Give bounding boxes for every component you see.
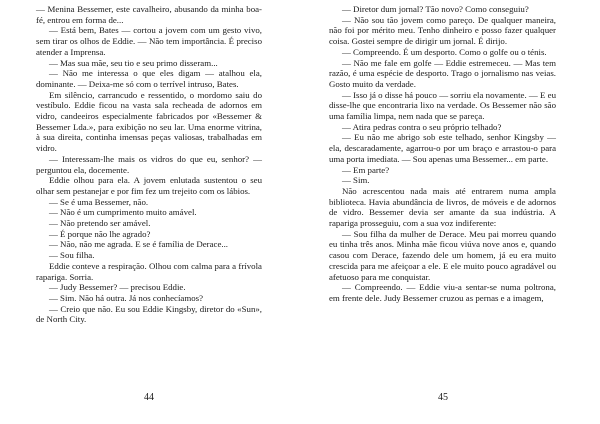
paragraph: — Não pretendo ser amável.	[49, 218, 151, 229]
paragraph: — Sim.	[342, 175, 370, 186]
paragraph: — Não me fale em golfe — Eddie estremeceu. — Mas tem razão, é uma espécie de desporto. Trago o jornalismo nas veias. Gosto muito da verdade.	[329, 57, 556, 89]
right-page-text	[329, 4, 556, 304]
paragraph: — Sou filha da mulher de Derace. Meu pai morreu quando eu tinha três anos. Minha mãe ficou viúva nove anos e, quando casou com Derace, fazendo dele um homem, já eu era muito crescida para me afeiçoar a ele. E ele muito pouco agradável ou afetuoso para me conquistar.	[329, 228, 556, 282]
paragraph: Eddie conteve a respiração. Olhou com calma para a frívola rapariga. Sorria.	[36, 260, 262, 282]
page-number: 44	[144, 392, 154, 403]
left-page-text	[36, 4, 262, 325]
paragraph: — Sim. Não há outra. Já nos conhecíamos?	[49, 292, 203, 303]
paragraph: — Não sou tão jovem como pareço. De qualquer maneira, não foi por mérito meu. Tenho dinheiro e posso fazer qualquer coisa. Gostei sempre de dirigir um jornal. É dirijo.	[329, 14, 556, 47]
paragraph: — É porque não lhe agrado?	[49, 228, 151, 239]
paragraph: — Menina Bessemer, este cavalheiro, abusando da minha boa-fé, entrou em forma de...	[36, 4, 262, 25]
paragraph: — Atira pedras contra o seu próprio telhado?	[342, 121, 502, 132]
paragraph: Não acrescentou nada mais até entrarem numa ampla biblioteca. Havia abundância de livros, de móveis e de adornos de vidro. Bessemer devia ser amante da sua indústria. A rapariga prosseguiu, com a sua voz indiferente:	[329, 185, 556, 229]
paragraph: — Eu não me abrigo sob este telhado, senhor Kingsby — ela, descaradamente, agarrou-o por um braço e arrastou-o para uma porta imediata. — Sou apenas uma Bessemer... em parte.	[329, 132, 556, 164]
paragraph: Em silêncio, carrancudo e ressentido, o mordomo saiu do vestíbulo. Eddie ficou na vasta sala recheada de adornos em vidro, candeeiros especialmente fabricados por «Bessemer & Bessemer Lda.», para exibição no seu lar. Uma enorme vitrina, à sua direita, continha imensas peças valiosas, trabalhadas em vidro.	[36, 89, 262, 154]
paragraph: — Diretor dum jornal? Tão novo? Como conseguiu?	[342, 4, 529, 14]
paragraph: — Compreendo. É um desporto. Como o golfe ou o ténis.	[342, 46, 547, 57]
paragraph: — Não, não me agrada. E se é família de Derace...	[49, 239, 228, 250]
paragraph: — Mas sua mãe, seu tio e seu primo disseram...	[49, 57, 218, 68]
paragraph: — Creio que não. Eu sou Eddie Kingsby, diretor do «Sun», de North City.	[36, 303, 262, 325]
paragraph: — Em parte?	[342, 164, 390, 175]
paragraph: — Compreendo. — Eddie viu-a sentar-se numa poltrona, em frente dele. Judy Bessemer cruzou as pernas e a imagem,	[329, 282, 556, 303]
paragraph: Eddie olhou para ela. A jovem enlutada sustentou o seu olhar sem pestanejar e por fim fez um trejeito com os lábios.	[36, 175, 262, 196]
paragraph: — Sou filha.	[49, 250, 95, 261]
paragraph: — Judy Bessemer? — precisou Eddie.	[49, 282, 186, 293]
right-page	[300, 0, 600, 424]
paragraph: — Não me interessa o que eles digam — atalhou ela, dominante. — Deixa-me só com o terrível intruso, Bates.	[36, 68, 262, 89]
page-number: 45	[438, 392, 448, 403]
paragraph: — Interessam-lhe mais os vidros do que eu, senhor? — perguntou ela, docemente.	[36, 153, 262, 175]
paragraph: — Isso já o disse há pouco — sorriu ela novamente. — E eu disse-lhe que encontraria lixo na verdade. Os Bessemer não são uma família limpa, nem nada que se pareça.	[329, 89, 556, 122]
paragraph: — Não é um cumprimento muito amável.	[49, 207, 197, 218]
paragraph: — Se é uma Bessemer, não.	[49, 196, 149, 207]
paragraph: — Está bem, Bates — cortou a jovem com um gesto vivo, sem tirar os olhos de Eddie. — Não tem importância. É preciso atender a Imprensa.	[36, 25, 262, 57]
